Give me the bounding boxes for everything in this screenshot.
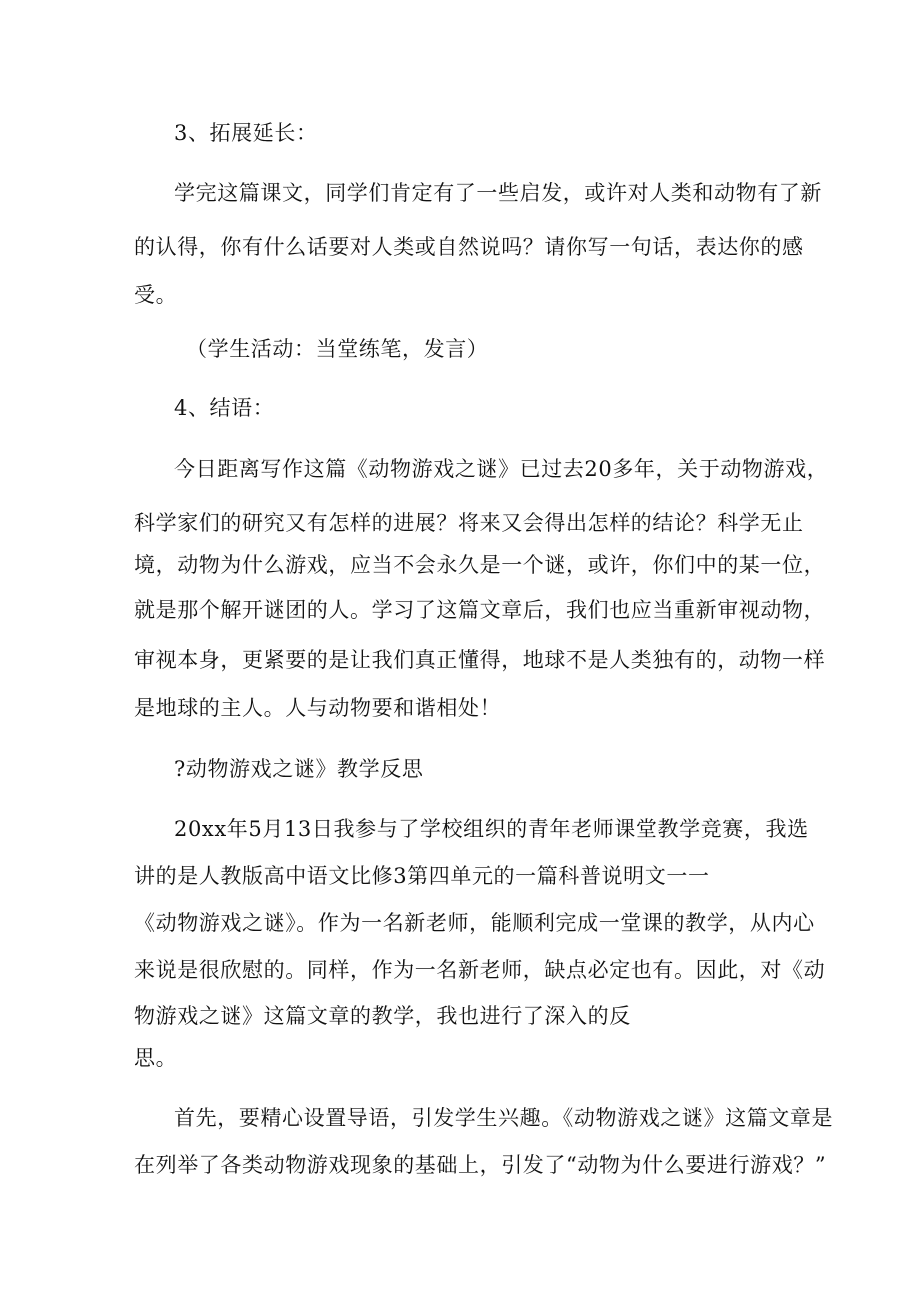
section-heading-extension: 3、拓展延长： [174,121,318,145]
paragraph-line: 首先，要精心设置导语，引发学生兴趣。《动物游戏之谜》这篇文章是 [174,1106,834,1130]
reflection-title: ?动物游戏之谜》教学反思 [174,757,424,781]
paragraph-line: 学完这篇课文，同学们肯定有了一些启发，或许对人类和动物有了新 [174,181,822,205]
paragraph-line: 今日距离写作这篇《动物游戏之谜》已过去20多年，关于动物游戏， [174,457,829,481]
paragraph-line: 物游戏之谜》这篇文章的教学，我也进行了深入的反 [134,1004,631,1028]
paragraph-line: 《动物游戏之谜》。作为一名新老师，能顺利完成一堂课的教学，从内心 [134,911,815,935]
paragraph-line: 的认得，你有什么话要对人类或自然说吗？请你写一句话，表达你的感 [134,235,804,259]
paragraph-line: 是地球的主人。人与动物要和谐相处！ [134,696,502,720]
paragraph-line: 讲的是人教版高中语文比修3第四单元的一篇科普说明文一一 [134,864,710,888]
paragraph-line: 科学家们的研究又有怎样的进展？将来又会得出怎样的结论？科学无止 [134,511,804,535]
paragraph-line: 思。 [134,1046,178,1070]
paragraph-line: 来说是很欣慰的。同样，作为一名新老师，缺点必定也有。因此，对《动 [134,958,826,982]
student-activity-note: （学生活动：当堂练笔，发言） [186,337,489,361]
paragraph-line: 境，动物为什么游戏，应当不会永久是一个谜，或许，你们中的某一位， [134,553,826,577]
paragraph-line: 20xx年5月13日我参与了学校组织的青年老师课堂教学竞赛，我选 [174,817,809,841]
paragraph-line: 审视本身，更紧要的是让我们真正懂得，地球不是人类独有的，动物一样 [134,648,826,672]
paragraph-line: 就是那个解开谜团的人。学习了这篇文章后，我们也应当重新审视动物， [134,598,826,622]
section-heading-conclusion: 4、结语： [174,396,275,420]
paragraph-line: 受。 [134,283,178,307]
paragraph-line: 在列举了各类动物游戏现象的基础上，引发了“动物为什么要进行游戏？” [134,1153,827,1177]
